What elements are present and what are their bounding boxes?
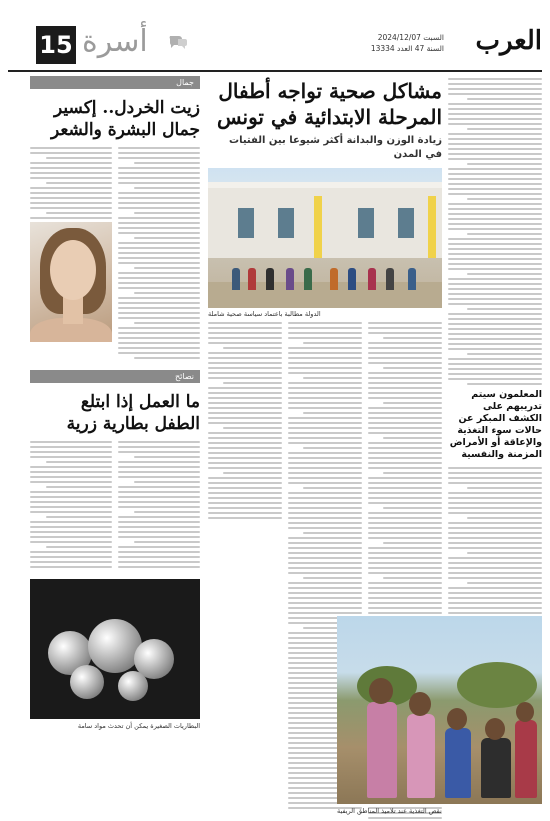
text-lines: [448, 467, 542, 629]
sidebar-headline-mustard-oil: زيت الخردل.. إكسير جمال البشرة والشعر: [50, 98, 200, 140]
issue-number: السنة 47 العدد 13334: [370, 44, 444, 53]
schoolyard-photo-caption: الدولة مطالبة باعتماد سياسة صحية شاملة: [208, 310, 321, 318]
text-lines: [118, 441, 200, 568]
section-name: أسرة: [82, 24, 148, 59]
main-headline: مشاكل صحية تواجه أطفال المرحلة الابتدائية في تونس: [217, 79, 442, 129]
woman-portrait-photo: [30, 222, 112, 342]
battery-article-body: [30, 441, 200, 571]
main-article-lead-column: [448, 78, 542, 632]
sidebar-headline-battery: ما العمل إذا ابتلع الطفل بطارية زرية: [66, 392, 200, 434]
button-batteries-photo: [30, 579, 200, 719]
rural-children-photo-caption: نقص التغذية عند تلاميذ المناطق الريفية: [337, 807, 442, 815]
sidebar: [30, 76, 200, 821]
article-column: [30, 147, 112, 362]
article-column: [118, 147, 200, 362]
article-column: [118, 441, 200, 571]
masthead: [8, 24, 542, 70]
speech-bubbles-icon: [168, 34, 188, 50]
newspaper-logo: العرب: [475, 26, 542, 56]
page-number: 15: [36, 26, 76, 64]
masthead-rule: [8, 70, 542, 72]
article-column: [208, 322, 282, 821]
mustard-article-body: [30, 147, 200, 362]
text-lines: [208, 322, 282, 519]
main-article-subhead: المعلمون سيتم تدريبهم على الكشف المبكر عن حالات سوء التغذية والإعاقة أو الأمراض المزمنة والنفسية: [449, 389, 542, 460]
text-lines: [30, 147, 112, 219]
batteries-photo-caption: البطاريات الصغيرة يمكن أن تحدث مواد سامة: [77, 722, 200, 730]
schoolyard-photo: [208, 168, 442, 308]
main-article: [208, 76, 542, 821]
text-lines: [118, 147, 200, 359]
text-lines: [30, 441, 112, 568]
issue-date: السبت 2024/12/07: [377, 33, 444, 42]
beauty-tag: جمال: [30, 76, 200, 89]
rural-children-photo: [337, 616, 542, 804]
article-column: [30, 441, 112, 571]
tips-tag: نصائح: [30, 370, 200, 383]
issue-info: [371, 32, 444, 54]
main-subheadline: زيادة الوزن والبدانة أكثر شيوعا بين الفتيات في المدن: [229, 135, 442, 160]
text-lines: [448, 78, 542, 385]
